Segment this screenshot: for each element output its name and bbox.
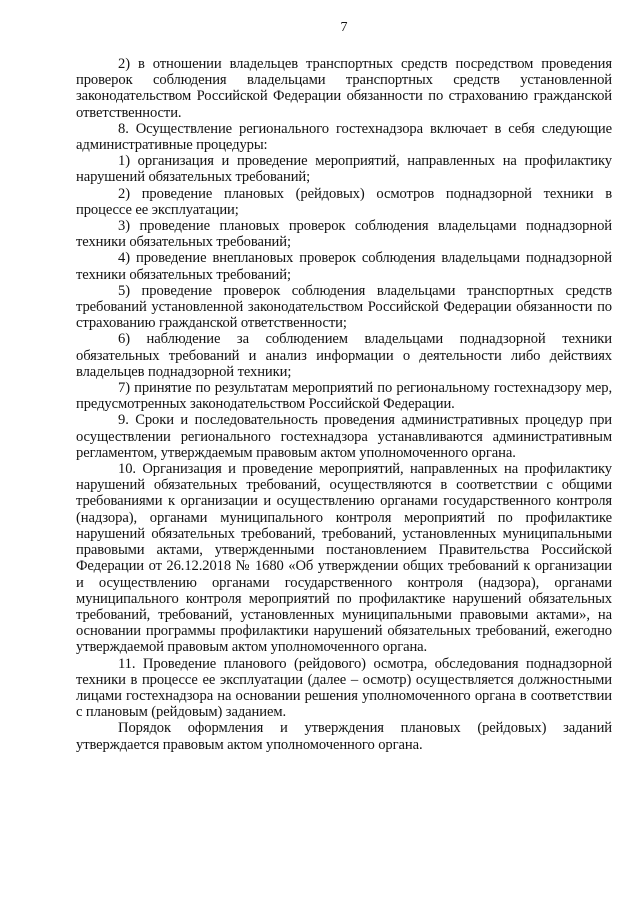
paragraph-2: 8. Осуществление регионального гостехнадзора включает в себя следующие административные процедуры: bbox=[76, 120, 612, 154]
paragraph-3: 1) организация и проведение мероприятий, направленных на профилактику нарушений обязательных требований; bbox=[76, 153, 612, 186]
paragraph-8: 6) наблюдение за соблюдением владельцами поднадзорной техники обязательных требований и анализ информации о деятельности либо действиях владельцев поднадзорной техники; bbox=[76, 331, 612, 380]
paragraph-12: 11. Проведение планового (рейдового) осмотра, обследования поднадзорной техники в процессе ее эксплуатации (далее – осмотр) осуществляется должностными лицами гостехнадзора на основании решения уполномоченного органа в соответствии с плановым (рейдовым) заданием. bbox=[76, 655, 612, 721]
document-page bbox=[76, 20, 612, 753]
paragraph-5: 3) проведение плановых проверок соблюдения владельцами поднадзорной техники обязательных требований; bbox=[76, 218, 612, 251]
paragraph-4: 2) проведение плановых (рейдовых) осмотров поднадзорной техники в процессе ее эксплуатации; bbox=[76, 185, 612, 218]
page-number: 7 bbox=[340, 20, 348, 35]
paragraph-1: 2) в отношении владельцев транспортных средств посредством проведения проверок соблюдения владельцами транспортных средств установленной законодательством Российской Федерации обязанности по страхованию гражданской ответственности. bbox=[76, 56, 612, 121]
paragraph-9: 7) принятие по результатам мероприятий по региональному гостехнадзору мер, предусмотренных законодательством Российской Федерации. bbox=[76, 380, 612, 413]
paragraph-11: 10. Организация и проведение мероприятий, направленных на профилактику нарушений обязательных требований, осуществляются в соответствии с общими требованиями к организации и осуществлению органами государственного контроля (надзора), органами муниципального контроля мероприятий по профилактике нарушений обязательных требований, требований, установленных муниципальными правовыми актами, утвержденными постановлением Правительства Российской Федерации от 26.12.2018 № 1680 «Об утверждении общих требований к организации и осуществлению органами государственного контроля (надзора), органами муниципального контроля мероприятий по профилактике нарушений обязательных требований, требований, установленных муниципальными правовыми актами», на основании программы профилактики нарушений обязательных требований, ежегодно утверждаемой правовым актом уполномоченного органа. bbox=[76, 461, 612, 656]
paragraph-7: 5) проведение проверок соблюдения владельцами транспортных средств требований установленной законодательством Российской Федерации обязанности по страхованию гражданской ответственности; bbox=[76, 282, 612, 332]
paragraph-13: Порядок оформления и утверждения плановых (рейдовых) заданий утверждается правовым актом уполномоченного органа. bbox=[76, 720, 612, 753]
paragraph-10: 9. Сроки и последовательность проведения административных процедур при осуществлении регионального гостехнадзора устанавливаются административным регламентом, утверждаемым правовым актом уполномоченного органа. bbox=[76, 412, 612, 461]
paragraph-6: 4) проведение внеплановых проверок соблюдения владельцами поднадзорной техники обязательных требований; bbox=[76, 250, 612, 283]
